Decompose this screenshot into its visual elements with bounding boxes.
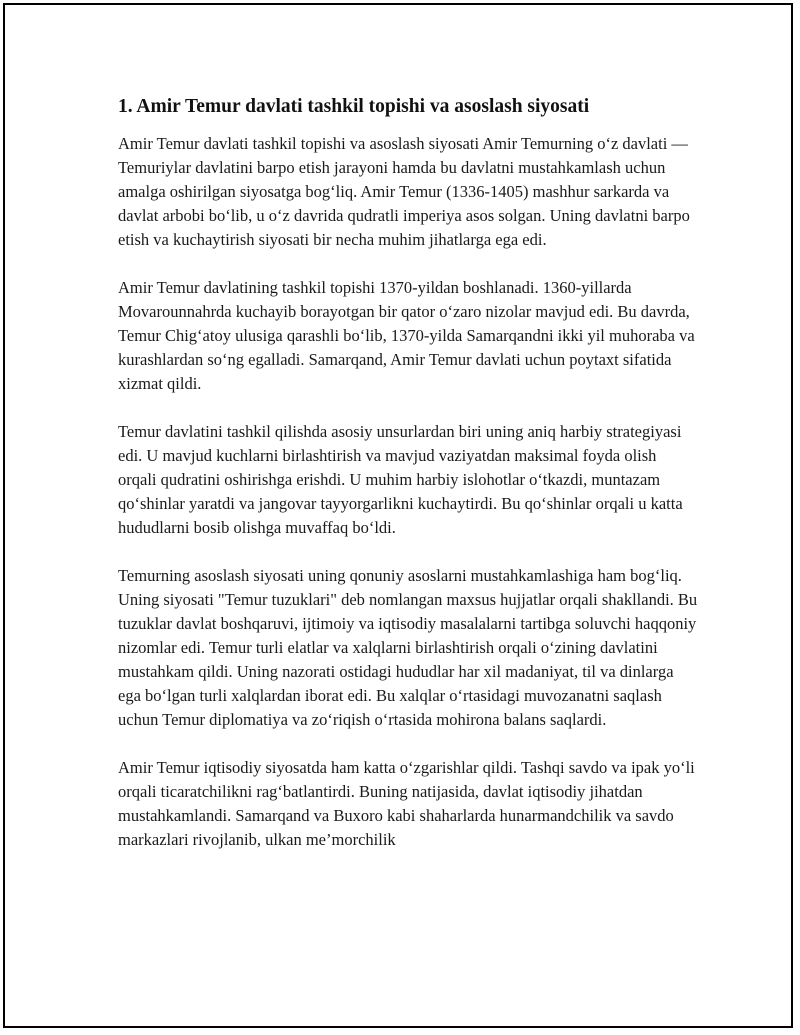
section-title: 1. Amir Temur davlati tashkil topishi va asoslash siyosati <box>118 96 590 117</box>
paragraph-3: Temur davlatini tashkil qilishda asosiy unsurlardan biri uning aniq harbiy strategiyasi edi. U mavjud kuchlarni birlashtirish va mavjud vaziyatdan maksimal foyda olish orqali qudratini oshirishga erishdi. U muhim harbiy islohotlar o‘tkazdi, muntazam qo‘shinlar yaratdi va jangovar tayyorgarlikni kuchaytirdi. Bu qo‘shinlar orqali u katta hududlarni bosib olishga muvaffaq bo‘ldi. <box>118 422 683 537</box>
paragraph-4: Temurning asoslash siyosati uning qonuniy asoslarni mustahkamlashiga ham bog‘liq. Uning siyosati "Temur tuzuklari" deb nomlangan maxsus hujjatlar orqali shakllandi. Bu tuzuklar davlat boshqaruvi, ijtimoiy va iqtisodiy masalalarni tartibga soluvchi haqqoniy nizomlar edi. Temur turli elatlar va xalqlarni birlashtirish orqali o‘zining davlatini mustahkam qildi. Uning nazorati ostidagi hududlar har xil madaniyat, til va dinlarga ega bo‘lgan turli xalqlardan iborat edi. Bu xalqlar o‘rtasidagi muvozanatni saqlash uchun Temur diplomatiya va zo‘riqish o‘rtasida mohirona balans saqlardi. <box>118 566 698 729</box>
paragraph-5: Amir Temur iqtisodiy siyosatda ham katta o‘zgarishlar qildi. Tashqi savdo va ipak yo‘li orqali ticaratchilikni rag‘batlantirdi. Buning natijasida, davlat iqtisodiy jihatdan mustahkamlandi. Samarqand va Buxoro kabi shaharlarda hunarmandchilik va savdo markazlari rivojlanib, ulkan me’morchilik <box>118 758 695 849</box>
document-body <box>118 94 698 876</box>
paragraph-1: Amir Temur davlati tashkil topishi va asoslash siyosati Amir Temurning o‘z davlati — Temuriylar davlatini barpo etish jarayoni hamda bu davlatni mustahkamlash uchun amalga oshirilgan siyosatga bog‘liq. Amir Temur (1336-1405) mashhur sarkarda va davlat arbobi bo‘lib, u o‘z davrida qudratli imperiya asos solgan. Uning davlatni barpo etish va kuchaytirish siyosati bir necha muhim jihatlarga ega edi. <box>118 134 690 249</box>
paragraph-2: Amir Temur davlatining tashkil topishi 1370-yildan boshlanadi. 1360-yillarda Movarounnahrda kuchayib borayotgan bir qator o‘zaro nizolar mavjud edi. Bu davrda, Temur Chig‘atoy ulusiga qarashli bo‘lib, 1370-yilda Samarqandni ikki yil muhoraba va kurashlardan so‘ng egalladi. Samarqand, Amir Temur davlati uchun poytaxt sifatida xizmat qildi. <box>118 278 695 393</box>
